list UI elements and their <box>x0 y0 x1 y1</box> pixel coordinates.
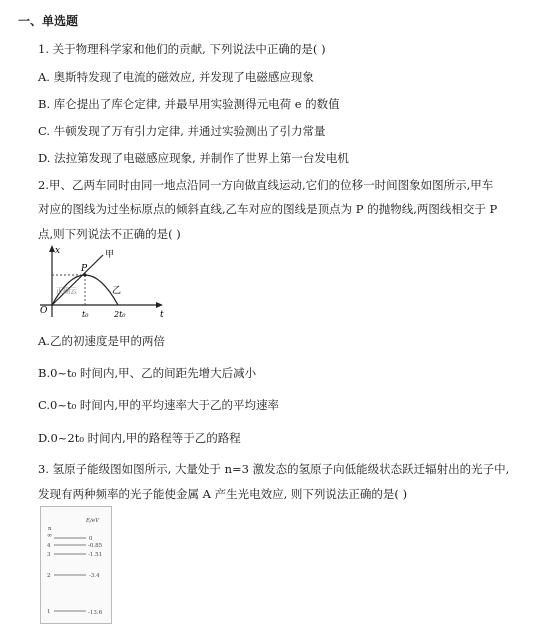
q1-stem: 1. 关于物理科学家和他们的贡献, 下列说法中正确的是( ) <box>38 42 326 56</box>
inf-energy: 0 <box>89 536 93 542</box>
q1-option-a: A. 奥斯特发现了电流的磁效应, 并发现了电磁感应现象 <box>38 70 314 84</box>
tick-2t0: 2t₀ <box>114 310 126 319</box>
section-title: 一、单选题 <box>18 14 79 28</box>
point-p-label: P <box>81 264 88 274</box>
q3-stem-line-2: 发现有两种频率的光子能使金属 A 产生光电效应, 则下列说法正确的是( ) <box>38 487 408 501</box>
q3-stem-line-1: 3. 氢原子能级图如图所示, 大量处于 n=3 激发态的氢原子向低能级状态跃迁辐射出的光子中, <box>38 462 510 476</box>
line-jia-label: 甲 <box>105 250 115 260</box>
level-1-e: -13.6 <box>88 610 103 616</box>
q2-stem-line-1: 2.甲、乙两车同时由同一地点沿同一方向做直线运动,它们的位移一时间图象如图所示,甲车 <box>38 178 494 192</box>
level-4-e: -0.85 <box>88 543 103 549</box>
level-4-n: 4 <box>47 543 51 549</box>
level-2-e: -3.4 <box>89 573 100 579</box>
level-2-n: 2 <box>47 573 51 579</box>
line-jia <box>52 255 103 305</box>
q2-option-b: B.0~t₀ 时间内,甲、乙的间距先增大后减小 <box>38 366 257 380</box>
watermark: 正确云 <box>56 287 77 295</box>
q1-option-b: B. 库仑提出了库仑定律, 并最早用实验测得元电荷 e 的数值 <box>38 97 340 111</box>
q1-option-c: C. 牛顿发现了万有引力定律, 并通过实验测出了引力常量 <box>38 124 326 138</box>
q2-stem-line-3: 点,则下列说法不正确的是( ) <box>38 227 181 241</box>
y-axis-label: x <box>55 246 61 256</box>
unit-label: E/eV <box>86 518 100 524</box>
q2-option-a: A.乙的初速度是甲的两倍 <box>38 334 165 348</box>
tick-t0: t₀ <box>82 310 89 319</box>
level-3-e: -1.51 <box>88 552 103 558</box>
level-3-n: 3 <box>47 552 51 558</box>
origin-label: O <box>40 306 48 316</box>
q2-stem-line-2: 对应的图线为过坐标原点的倾斜直线,乙车对应的图线是顶点为 P 的抛物线,两图线相交于 P <box>38 202 498 216</box>
curve-yi-label: 乙 <box>112 286 122 296</box>
inf-label: ∞ <box>47 532 52 539</box>
q2-option-d: D.0~2t₀ 时间内,甲的路程等于乙的路程 <box>38 431 241 445</box>
n-label: n <box>48 526 52 532</box>
q2-xt-graph <box>30 243 170 325</box>
q2-option-c: C.0~t₀ 时间内,甲的平均速率大于乙的平均速率 <box>38 398 280 412</box>
x-axis-label: t <box>160 310 164 320</box>
q1-option-d: D. 法拉第发现了电磁感应现象, 并制作了世界上第一台发电机 <box>38 151 349 165</box>
level-1-n: 1 <box>47 609 51 615</box>
x-axis-arrow <box>156 302 163 308</box>
energy-level-diagram <box>40 506 112 624</box>
